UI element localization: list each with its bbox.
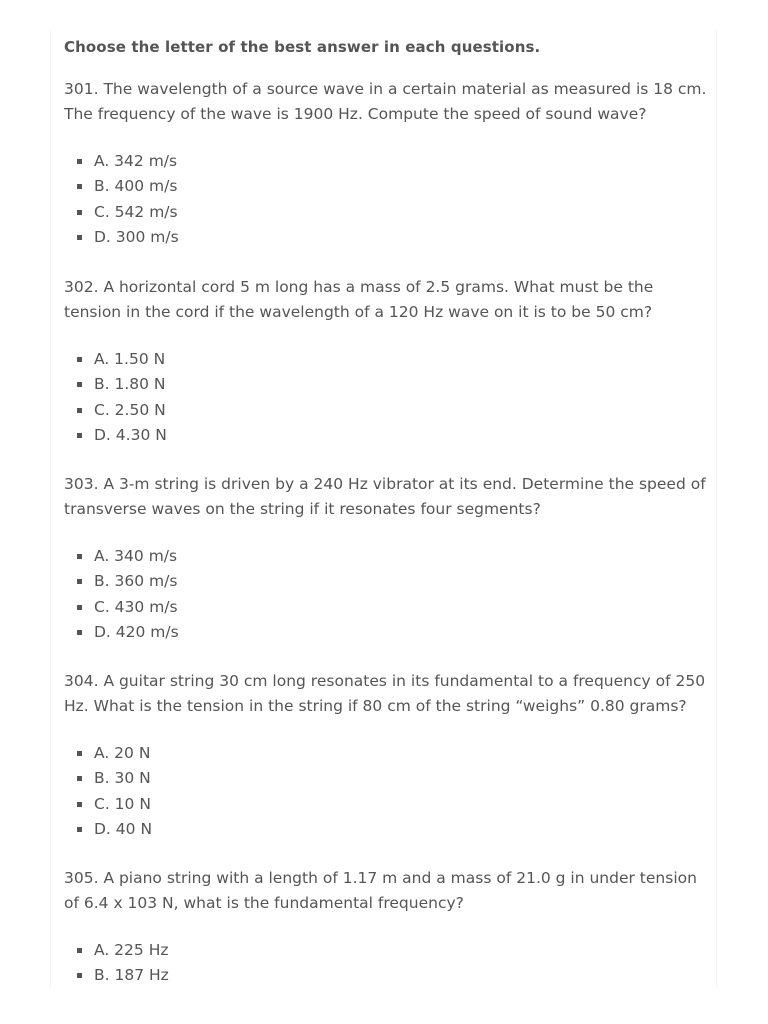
quiz-content <box>50 30 717 988</box>
option-b <box>64 174 709 199</box>
square-bullet-icon <box>77 433 82 438</box>
option-label: B. 1.80 N <box>94 375 166 394</box>
option-label: B. 187 Hz <box>94 966 169 985</box>
instructions-heading: Choose the letter of the best answer in each questions. <box>64 38 541 56</box>
option-label: C. 10 N <box>94 794 151 813</box>
square-bullet-icon <box>77 184 82 189</box>
question-303 <box>64 472 709 645</box>
option-b <box>64 372 709 397</box>
option-c <box>64 200 709 225</box>
option-a <box>64 741 709 766</box>
option-label: A. 20 N <box>94 744 151 762</box>
question-305 <box>64 866 709 988</box>
square-bullet-icon <box>77 751 82 756</box>
option-d <box>64 423 709 448</box>
square-bullet-icon <box>77 382 82 387</box>
option-c <box>64 595 709 620</box>
square-bullet-icon <box>77 973 82 978</box>
square-bullet-icon <box>77 630 82 635</box>
answer-options <box>64 938 709 988</box>
option-label: D. 40 N <box>94 819 153 838</box>
option-label: B. 360 m/s <box>94 572 178 591</box>
question-304 <box>64 669 709 842</box>
option-label: D. 420 m/s <box>94 622 179 641</box>
option-c <box>64 398 709 423</box>
option-label: C. 2.50 N <box>94 400 166 419</box>
option-d <box>64 620 709 645</box>
option-label: B. 30 N <box>94 769 151 788</box>
option-b <box>64 963 709 988</box>
option-a <box>64 149 709 174</box>
square-bullet-icon <box>77 235 82 240</box>
answer-options <box>64 741 709 842</box>
option-label: D. 300 m/s <box>94 227 179 246</box>
square-bullet-icon <box>77 159 82 164</box>
option-label: B. 400 m/s <box>94 177 178 196</box>
square-bullet-icon <box>77 802 82 807</box>
question-text: 304. A guitar string 30 cm long resonates in its fundamental to a frequency of 250 Hz. What is the tension in the string if 80 cm of the string “weighs” 0.80 grams? <box>64 672 706 715</box>
option-label: C. 542 m/s <box>94 202 178 221</box>
option-label: A. 1.50 N <box>94 350 166 368</box>
option-label: A. 340 m/s <box>94 547 178 565</box>
question-text: 301. The wavelength of a source wave in a certain material as measured is 18 cm. The frequency of the wave is 1900 Hz. Compute the speed of sound wave? <box>64 80 707 123</box>
square-bullet-icon <box>77 827 82 832</box>
question-302 <box>64 275 709 448</box>
square-bullet-icon <box>77 776 82 781</box>
option-d <box>64 225 709 250</box>
option-d <box>64 817 709 842</box>
square-bullet-icon <box>77 554 82 559</box>
option-b <box>64 766 709 791</box>
question-text: 305. A piano string with a length of 1.17 m and a mass of 21.0 g in under tension of 6.4 x 103 N, what is the fundamental frequency? <box>64 869 697 912</box>
question-text: 303. A 3-m string is driven by a 240 Hz vibrator at its end. Determine the speed of transverse waves on the string if it resonates four segments? <box>64 475 706 518</box>
square-bullet-icon <box>77 579 82 584</box>
option-a <box>64 938 709 963</box>
option-label: C. 430 m/s <box>94 597 178 616</box>
question-301 <box>64 77 709 250</box>
option-a <box>64 347 709 372</box>
option-b <box>64 569 709 594</box>
question-text: 302. A horizontal cord 5 m long has a mass of 2.5 grams. What must be the tension in the cord if the wavelength of a 120 Hz wave on it is to be 50 cm? <box>64 278 654 321</box>
square-bullet-icon <box>77 210 82 215</box>
option-label: D. 4.30 N <box>94 425 167 444</box>
square-bullet-icon <box>77 408 82 413</box>
option-a <box>64 544 709 569</box>
square-bullet-icon <box>77 948 82 953</box>
option-label: A. 225 Hz <box>94 941 169 959</box>
answer-options <box>64 544 709 645</box>
option-label: A. 342 m/s <box>94 152 178 170</box>
square-bullet-icon <box>77 605 82 610</box>
option-c <box>64 792 709 817</box>
square-bullet-icon <box>77 357 82 362</box>
answer-options <box>64 149 709 250</box>
answer-options <box>64 347 709 448</box>
